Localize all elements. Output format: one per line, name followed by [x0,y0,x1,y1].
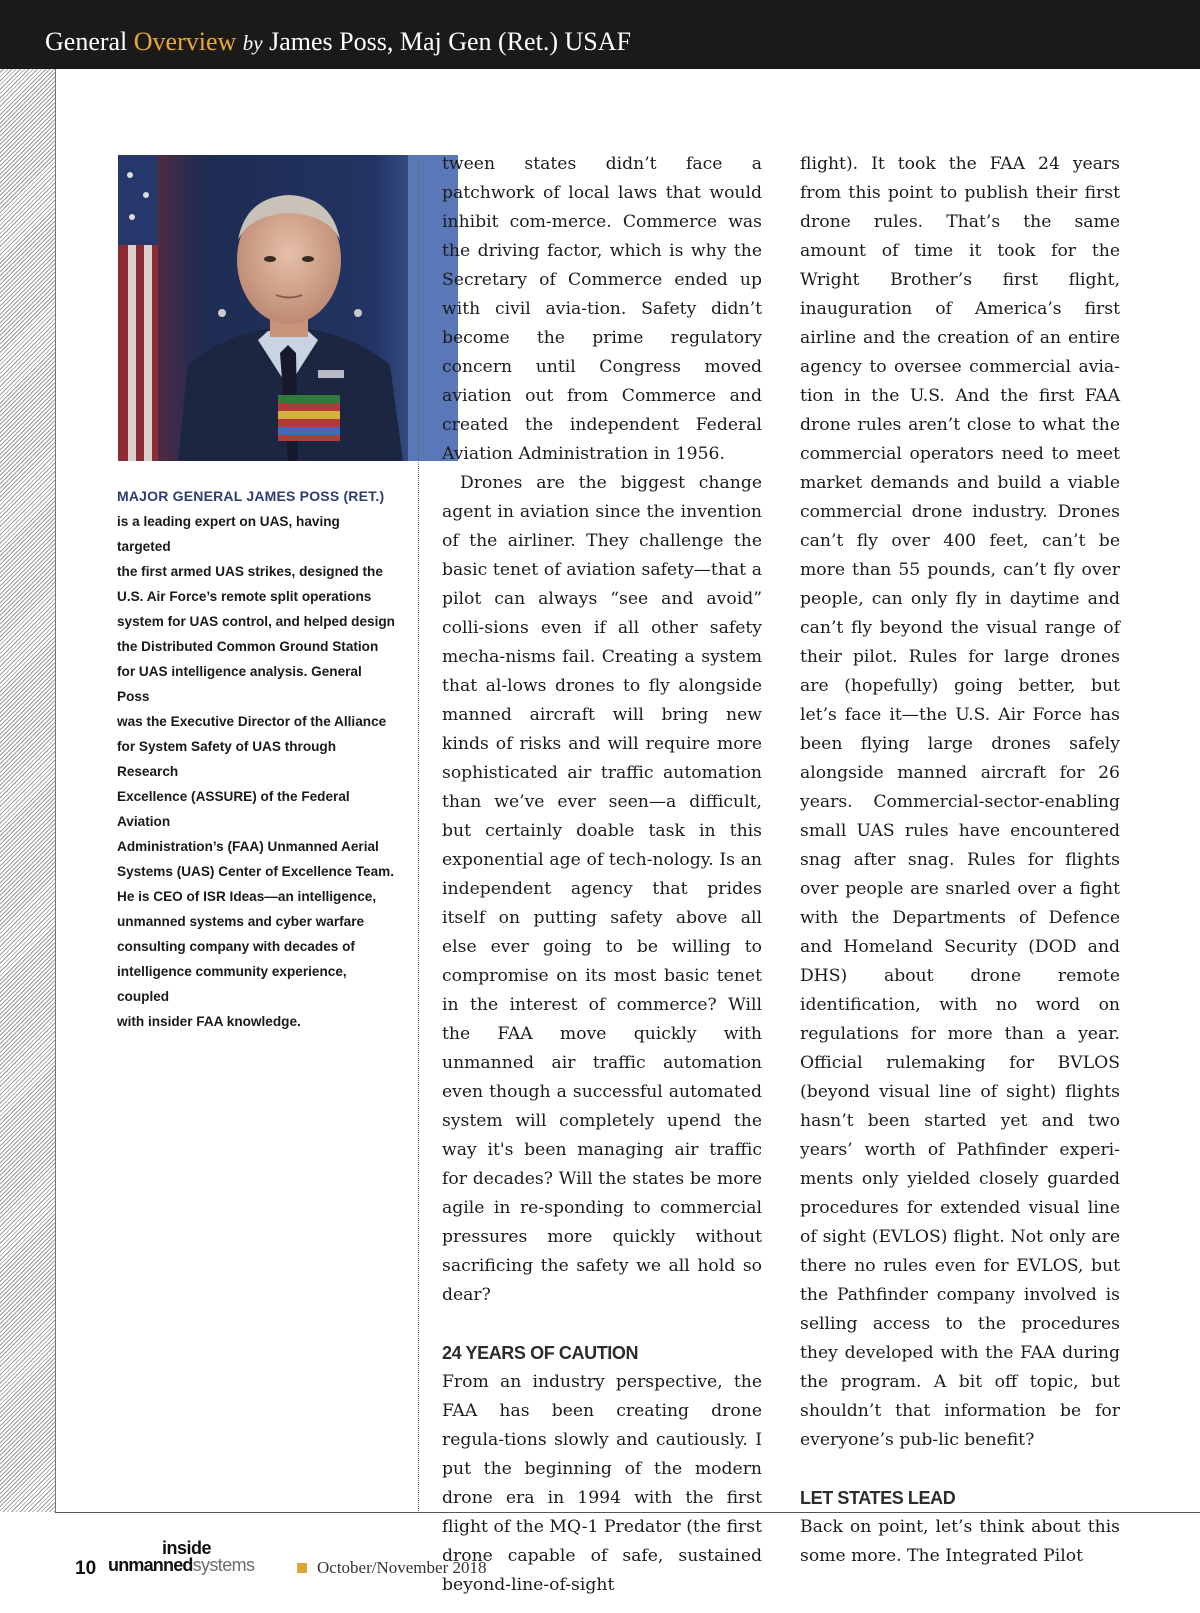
caption-line: for System Safety of UAS through Research [117,739,337,779]
caption-line: was the Executive Director of the Alliance [117,714,387,729]
caption-line: consulting company with decades of [117,939,355,954]
article-column-1 [442,150,762,1600]
article-paragraph: Drones are the biggest change agent in aviation since the invention of the airliner. They challenge the basic tenet of aviation safety—that a pilot can always “see and avoid” colli-sions even if all other safety mecha-nisms fail. Creating a system that al-lows drones to fly alongside manned aircraft will bring new kinds of risks and will require more sophisticated air traffic automation than we’ve ever seen—a difficult, but certainly doable task in this exponential age of tech-nology. Is an independent agency that prides itself on putting safety above all else ever going to be willing to compromise on its most basic tenet in the interest of commerce? Will the FAA move quickly with unmanned air traffic automation even though a successful automated system will completely upend the way it's been managing air traffic for decades? Will the states be more agile in re-sponding to commercial pressures more quickly without sacrificing the safety we all hold so dear? [442,473,762,1305]
caption-line: He is CEO of ISR Ideas—an intelligence, [117,889,377,904]
author-bio-caption [117,484,397,1034]
magazine-logo [108,1540,254,1575]
logo-inside: inside [162,1538,212,1558]
header-section: General [45,27,128,56]
caption-line: the Distributed Common Ground Station [117,639,379,654]
footer-rule [55,1512,1200,1513]
article-paragraph: flight). It took the FAA 24 years from this point to publish their first drone rules. That’s the same amount of time it took for the Wright Brother’s first flight, inauguration of America’s first airline and the creation of an entire agency to oversee commercial avia-tion in the U.S. And the first FAA drone rules aren’t close to what the commercial operators need to meet market demands and build a viable commercial drone industry. Drones can’t fly over 400 feet, can’t be more than 55 pounds, can’t fly over people, can only fly in daytime and can’t fly beyond the visual range of their pilot. Rules for large drones are (hopefully) going better, but let’s face it—the U.S. Air Force has been flying large drones safely alongside manned aircraft for 26 years. Commercial-sector-enabling small UAS rules have encountered snag after snag. Rules for flights over people are snarled over a fight with the Departments of Defence and Homeland Security (DOD and DHS) about drone remote identification, with no word on regulations for more than a year. Official rulemaking for BVLOS (beyond visual line of sight) flights hasn’t been started yet and two years’ worth of Pathfinder experi-ments only yielded closely guarded procedures for extended visual line of sight (EVLOS) flight. Not only are there no rules even for EVLOS, but the Pathfinder company involved is selling access to the procedures they developed with the FAA during the program. A bit off topic, but shouldn’t that information be for everyone’s pub-lic benefit? [800,154,1120,1450]
article-column-2 [800,150,1120,1571]
header-title [45,27,631,57]
caption-line: Excellence (ASSURE) of the Federal Aviation [117,789,350,829]
header-by: by [242,31,263,55]
page-number: 10 [75,1558,97,1579]
page-header [0,0,1200,69]
section-spacer [442,1310,762,1339]
caption-line: unmanned systems and cyber warfare [117,914,365,929]
article-paragraph: Back on point, let’s think about this some more. The Integrated Pilot [800,1517,1120,1566]
caption-line: system for UAS control, and helped design [117,614,395,629]
orange-square-icon [297,1563,307,1573]
caption-line: with insider FAA knowledge. [117,1014,301,1029]
caption-title: MAJOR GENERAL JAMES POSS (RET.) [117,488,385,504]
caption-line: U.S. Air Force’s remote split operations [117,589,372,604]
logo-systems: systems [192,1555,255,1575]
issue-date: October/November 2018 [317,1558,487,1577]
column-divider [418,155,419,1513]
header-author: James Poss, Maj Gen (Ret.) USAF [269,27,631,56]
logo-unmanned: unmanned [108,1555,193,1575]
section-spacer [800,1455,1120,1484]
portrait-illustration [118,155,458,461]
caption-line: for UAS intelligence analysis. General Poss [117,664,362,704]
section-heading: 24 YEARS OF CAUTION [442,1343,639,1363]
section-heading: LET STATES LEAD [800,1488,956,1508]
author-portrait-photo [118,155,458,461]
decorative-hatch-strip [0,69,56,1512]
caption-body [117,509,397,1034]
header-highlight: Overview [133,27,237,56]
article-paragraph: tween states didn’t face a patchwork of local laws that would inhibit com-merce. Commerce was the driving factor, which is why the Secretary of Commerce ended up with civil avia-tion. Safety didn’t become the prime regulatory concern until Congress moved aviation out from Commerce and created the independent Federal Aviation Administration in 1956. [442,154,762,464]
caption-line: Administration’s (FAA) Unmanned Aerial [117,839,379,854]
caption-line: the first armed UAS strikes, designed the [117,564,383,579]
caption-line: intelligence community experience, coupled [117,964,347,1004]
caption-line: Systems (UAS) Center of Excellence Team. [117,864,395,879]
article-paragraph: From an industry perspective, the FAA has been creating drone regula-tions slowly and cautiously. I put the beginning of the modern drone era in 1994 with the first flight of the MQ-1 Predator (the first drone capable of safe, sustained beyond-line-of-sight [442,1372,762,1595]
caption-line: is a leading expert on UAS, having targeted [117,514,340,554]
